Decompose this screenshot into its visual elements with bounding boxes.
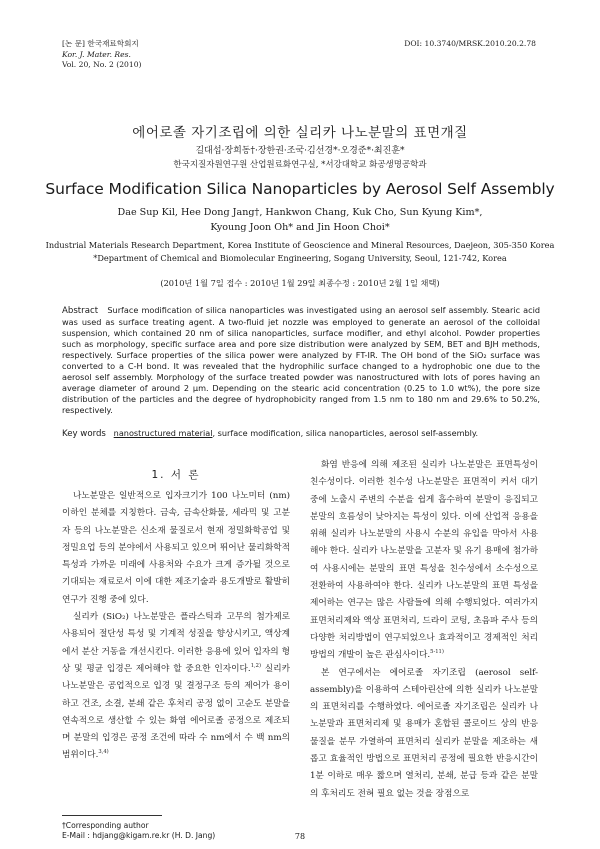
paragraph bbox=[62, 609, 290, 765]
journal-volume: Vol. 20, No. 2 (2010) bbox=[62, 60, 142, 70]
body-column-right bbox=[310, 457, 538, 803]
corresponding-author: †Corresponding author bbox=[62, 821, 149, 830]
section-title-introduction: 1. 서 론 bbox=[151, 469, 201, 481]
journal-header bbox=[62, 39, 142, 71]
keyword-first: nanostructured material bbox=[113, 428, 213, 438]
affiliation-english-line1: Industrial Materials Research Department, Korea Institute of Geoscience and Mineral Resources, Daejeon, 305-350 Korea bbox=[45, 240, 555, 250]
keywords-label: Key words bbox=[62, 429, 106, 439]
journal-name-kr: [논 문] 한국재료학회지 bbox=[62, 39, 139, 48]
paragraph-text: 나노분말은 일반적으로 입자크기가 100 나노미터 (nm) 이하인 분체를 지칭한다. 금속, 금속산화물, 세라믹 및 고분자 등의 나노분말은 신소재 물질로서 현재 정밀화학공업 및 정밀요업 등의 분야에서 사용되고 있으며 뛰어난 물리화학적 특성과 가까운 미래에 사용처와 수요가 크게 증가될 것으로 기대되는 재료로서 이에 대한 제조기술과 용도개발로 활발히 연구가 진행 중에 있다. bbox=[62, 491, 290, 605]
page-number: 78 bbox=[294, 832, 306, 841]
received-dates: (2010년 1월 7일 접수 : 2010년 1월 29일 최종수정 : 2010년 2월 1일 채택) bbox=[160, 278, 440, 288]
paragraph bbox=[62, 488, 290, 609]
paragraph bbox=[310, 457, 538, 665]
journal-name-en: Kor. J. Mater. Res. bbox=[62, 49, 131, 59]
title-korean: 에어로졸 자기조립에 의한 실리카 나노분말의 표면개질 bbox=[132, 125, 468, 141]
abstract bbox=[62, 305, 540, 416]
corresponding-email: E-Mail : hdjang@kigam.re.kr (H. D. Jang) bbox=[62, 831, 216, 840]
paragraph bbox=[310, 665, 538, 803]
citation: 3,4) bbox=[98, 749, 109, 756]
body-column-left bbox=[62, 488, 290, 765]
paragraph-text: 화염 반응에 의해 제조된 실리카 나노분말은 표면특성이 친수성이다. 이러한 친수성 나노분말은 표면적이 커서 대기 중에 노출시 주변의 수분을 쉽게 흡수하여 분말이 응집되고 분말의 흐름성이 낮아지는 특성이 있다. 이에 산업적 응용을 위해 실리카 나노분말의 사용시 수분의 유입을 막아서 사용해야 한다. 실리카 나노분말을 고분자 및 유기 용매에 첨가하여 사용시에는 분말의 표면 특성을 친수성에서 소수성으로 전환하여 사용하여야 한다. 실리카 나노분말의 표면 특성을 제어하는 연구는 많은 사람들에 의해 수행되었다. 여러가지 표면처리제와 액상 표면처리, 드라이 코팅, 초음파 주사 등의 다양한 처리방법이 연구되었으나 효과적이고 경제적인 처리방법의 개발이 높은 관심사이다. bbox=[310, 460, 538, 661]
doi: DOI: 10.3740/MRSK.2010.20.2.78 bbox=[404, 39, 536, 48]
paragraph-text: 실리카 나노분말은 공업적으로 입경 및 결정구조 등의 제어가 용이하고 건조, 소결, 분쇄 같은 후처리 공정 없이 고순도 분말을 연속적으로 생산할 수 있는 화염 에어로졸 공정으로 제조되며 분말의 입경은 공정 조건에 따라 수 nm에서 수 백 nm의 범위이다. bbox=[62, 663, 290, 761]
citation: 1,2) bbox=[250, 663, 262, 670]
footnote-divider bbox=[62, 815, 162, 816]
affiliation-english-line2: *Department of Chemical and Biomolecular Engineering, Sogang University, Seoul, 121-742, Korea bbox=[93, 253, 507, 263]
paragraph-text: 본 연구에서는 에어로졸 자기조립 (aerosol self-assembly)을 이용하여 스테아린산에 의한 실리카 나노분말의 표면처리를 수행하였다. 에어로졸 자기조립은 실리카 나노분말과 표면처리제 및 용매가 혼합된 콜로이드 상의 반응물질을 분무 가열하여 표면처리 실리카 분말을 제조하는 새롭고 효율적인 방법으로 표면처리 공정에 필요한 반응시간이 1분 이하로 매우 짧으며 열처리, 분쇄, 분급 등과 같은 분말의 후처리도 전혀 필요 없는 것을 장점으로 bbox=[310, 667, 538, 799]
paragraph-text: 실리카 (SiO₂) 나노분말은 플라스틱과 고무의 첨가제로 사용되어 절단성 특성 및 기계적 성질을 향상시키고, 액상계에서 분산 거동을 개선시킨다. 이러한 응용에 있어 입자의 형상 및 평균 입경은 제어해야 할 중요한 인자이다. bbox=[62, 612, 290, 674]
keywords bbox=[62, 428, 540, 439]
authors-korean: 길대섭·장희동†·장한권·조국·김선경*·오경준*·최진훈* bbox=[195, 146, 405, 156]
citation: 5-11) bbox=[430, 649, 444, 656]
keywords-rest: , surface modification, silica nanoparticles, aerosol self-assembly. bbox=[212, 428, 479, 438]
authors-english-line2: Kyoung Joon Oh* and Jin Hoon Choi* bbox=[210, 222, 390, 233]
abstract-text: Surface modification of silica nanoparticles was investigated using an aerosol self assembly. Stearic acid was used as surface treating agent. A two-fluid jet nozzle was employed to generate an aerosol of the colloidal suspension, which contained 20 nm of silica nanoparticles, surface modifier, and ethyl alcohol. Powder properties such as morphology, specific surface area and pore size distribution were analyzed by SEM, BET and BJH methods, respectively. Surface properties of the silica power were analyzed by FT-IR. The OH bond of the SiO₂ surface was converted to a C-H bond. It was revealed that the hydrophilic surface changed to a hydrophobic one due to the aerosol self assembly. Morphology of the surface treated powder was nanostructured with lots of pores having an average diameter of around 2 μm. Depending on the stearic acid concentration (0.25 to 1.0 wt%), the pore size distribution of the particles and the degree of hydrophobicity ranged from 1.5 nm to 180 nm and 29.6% to 50.2%, respectively. bbox=[62, 305, 540, 416]
authors-english-line1: Dae Sup Kil, Hee Dong Jang†, Hankwon Chang, Kuk Cho, Sun Kyung Kim*, bbox=[117, 207, 483, 218]
affiliation-korean: 한국지질자원연구원 산업원료화연구실, *서강대학교 화공생명공학과 bbox=[173, 160, 427, 170]
title-english: Surface Modification Silica Nanoparticles by Aerosol Self Assembly bbox=[45, 180, 555, 198]
abstract-label: Abstract bbox=[62, 306, 99, 316]
